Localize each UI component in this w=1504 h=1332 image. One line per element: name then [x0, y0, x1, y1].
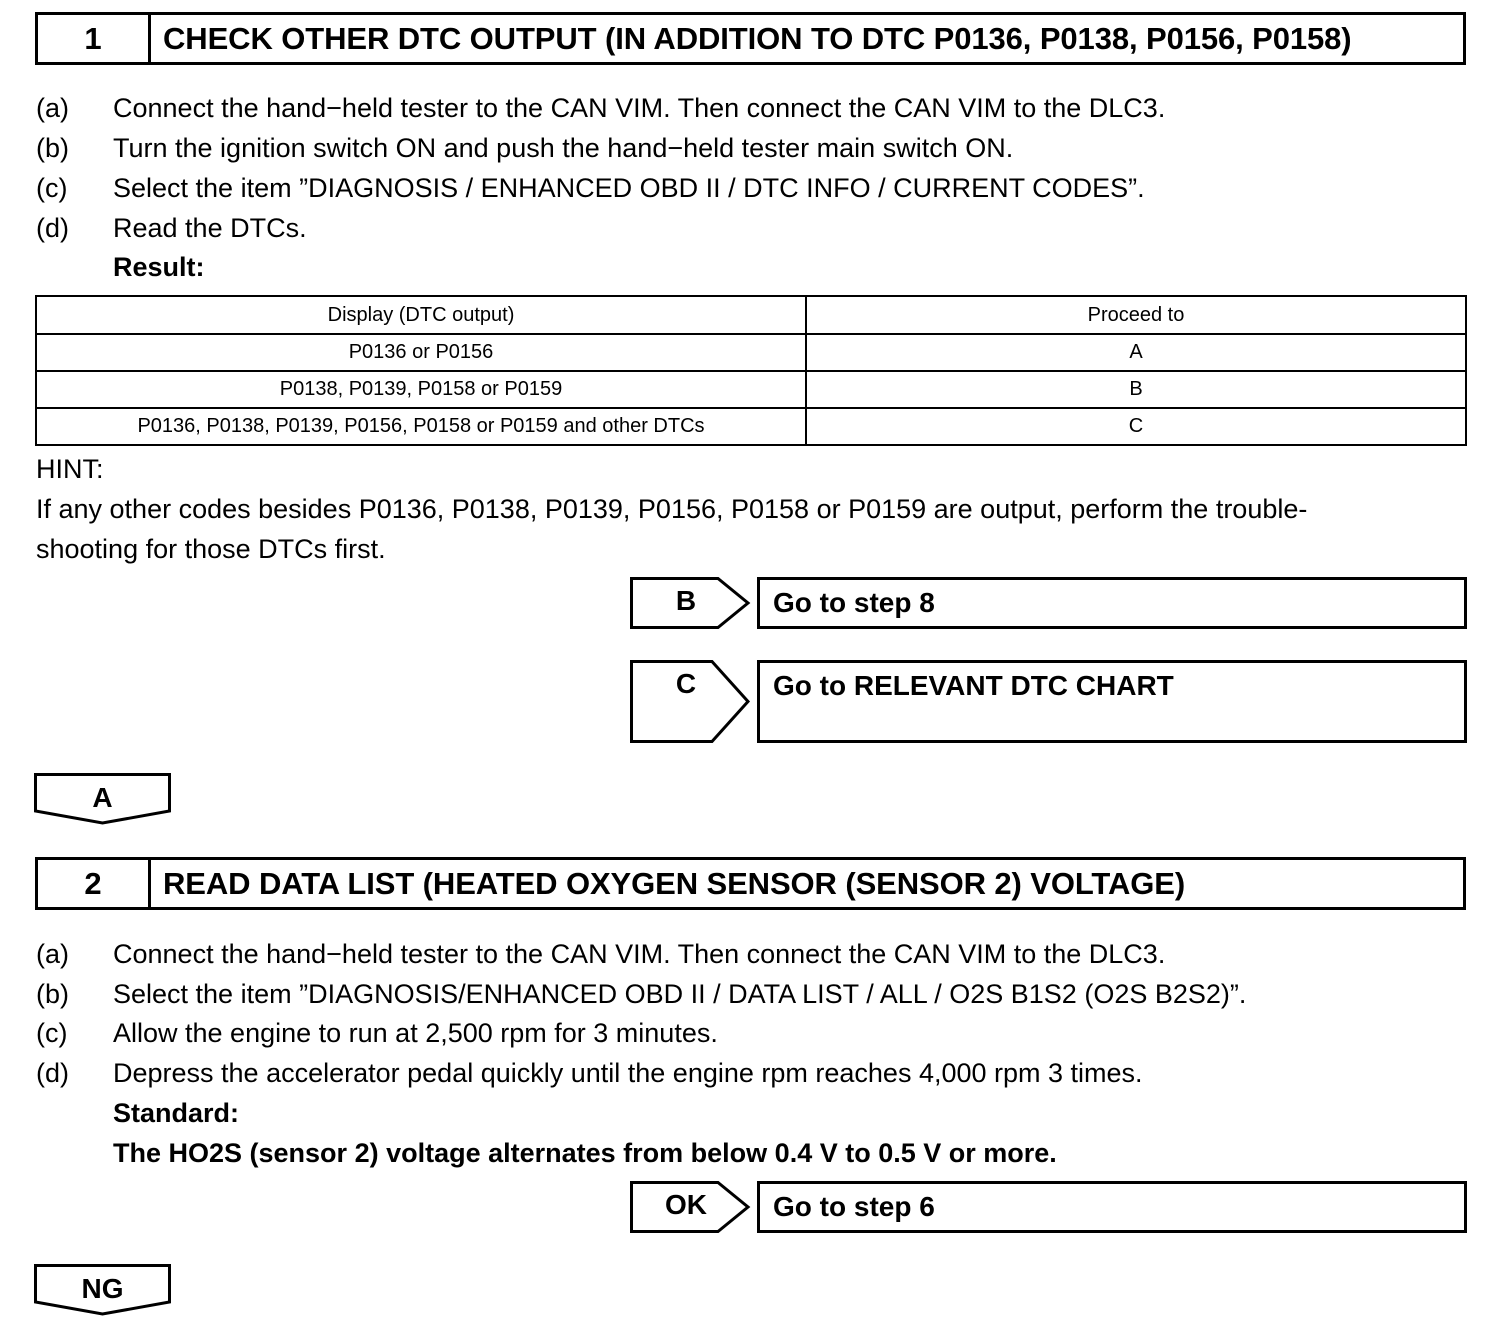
step-2-item-b-letter: (b)	[36, 979, 69, 1009]
branch-ok-tag	[630, 1181, 752, 1233]
continue-ng-tag	[34, 1264, 171, 1316]
table-cell-proceed: A	[806, 334, 1466, 371]
branch-ok-label: OK	[665, 1189, 707, 1220]
continue-a-tag	[34, 773, 171, 825]
step-2-title: READ DATA LIST (HEATED OXYGEN SENSOR (SENSOR 2) VOLTAGE)	[163, 865, 1186, 901]
step-2-item-a-letter: (a)	[36, 939, 69, 969]
step-1-number: 1	[38, 15, 151, 62]
step-2-item-a-text: Connect the hand−held tester to the CAN VIM. Then connect the CAN VIM to the DLC3.	[113, 939, 1166, 969]
hint-label: HINT:	[36, 454, 104, 484]
result-label: Result:	[113, 252, 205, 282]
branch-b-tag	[630, 577, 752, 629]
table-cell-display: P0138, P0139, P0158 or P0159	[36, 371, 806, 408]
table-header-proceed: Proceed to	[806, 296, 1466, 334]
step-2-item-c-letter: (c)	[36, 1018, 68, 1048]
step-2-item-d-text: Depress the accelerator pedal quickly until the engine rpm reaches 4,000 rpm 3 times.	[113, 1058, 1143, 1088]
branch-b-destination: Go to step 8	[757, 577, 1467, 629]
standard-text: The HO2S (sensor 2) voltage alternates from below 0.4 V to 0.5 V or more.	[113, 1138, 1057, 1168]
branch-b-label: B	[675, 585, 697, 616]
branch-c-tag	[630, 660, 752, 743]
step-1-item-a-letter: (a)	[36, 93, 69, 123]
table-cell-display: P0136 or P0156	[36, 334, 806, 371]
step-1-item-b-letter: (b)	[36, 133, 69, 163]
table-row	[36, 408, 1466, 445]
step-1-item-c-text: Select the item ”DIAGNOSIS / ENHANCED OBD II / DTC INFO / CURRENT CODES”.	[113, 173, 1145, 203]
step-1-item-d-text: Read the DTCs.	[113, 213, 307, 243]
table-row	[36, 371, 1466, 408]
table-header-display: Display (DTC output)	[36, 296, 806, 334]
table-cell-display: P0136, P0138, P0139, P0156, P0158 or P0159 and other DTCs	[36, 408, 806, 445]
branch-c-label: C	[675, 668, 697, 699]
hint-text-line-2: shooting for those DTCs first.	[36, 534, 386, 564]
table-row	[36, 334, 1466, 371]
table-cell-proceed: C	[806, 408, 1466, 445]
step-1-header	[35, 12, 1466, 65]
continue-ng-label: NG	[81, 1273, 124, 1304]
branch-c-destination: Go to RELEVANT DTC CHART	[757, 660, 1467, 743]
step-1-item-b-text: Turn the ignition switch ON and push the hand−held tester main switch ON.	[113, 133, 1014, 163]
step-2-number: 2	[38, 860, 151, 907]
step-2-item-b-text: Select the item ”DIAGNOSIS/ENHANCED OBD II / DATA LIST / ALL / O2S B1S2 (O2S B2S2)”.	[113, 979, 1247, 1009]
standard-label: Standard:	[113, 1098, 240, 1128]
step-2-item-d-letter: (d)	[36, 1058, 69, 1088]
step-1-item-a-text: Connect the hand−held tester to the CAN VIM. Then connect the CAN VIM to the DLC3.	[113, 93, 1166, 123]
continue-a-label: A	[92, 782, 113, 813]
step-1-item-c-letter: (c)	[36, 173, 68, 203]
hint-text-line-1: If any other codes besides P0136, P0138, P0139, P0156, P0158 or P0159 are output, perform the trouble-	[36, 494, 1308, 524]
branch-ok-destination: Go to step 6	[757, 1181, 1467, 1233]
step-1-title: CHECK OTHER DTC OUTPUT (IN ADDITION TO DTC P0136, P0138, P0156, P0158)	[163, 20, 1352, 56]
table-header-row	[36, 296, 1466, 334]
step-1-item-d-letter: (d)	[36, 213, 69, 243]
table-cell-proceed: B	[806, 371, 1466, 408]
step-2-header	[35, 857, 1466, 910]
result-table	[35, 295, 1467, 446]
step-2-item-c-text: Allow the engine to run at 2,500 rpm for 3 minutes.	[113, 1018, 718, 1048]
